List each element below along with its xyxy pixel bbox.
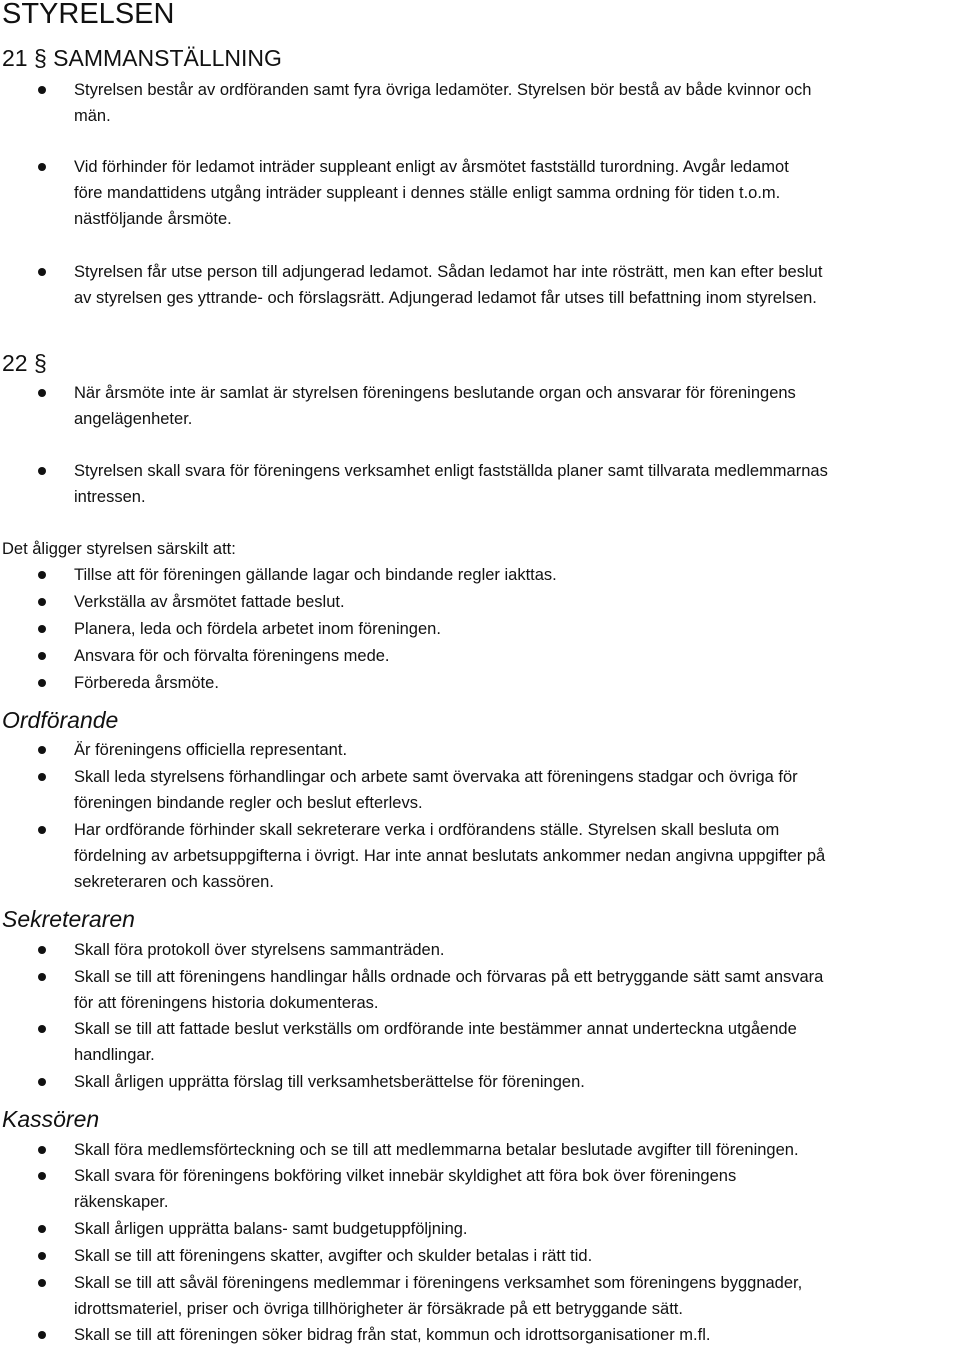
list-item: Skall se till att fattade beslut verkställs om ordförande inte bestämmer annat underteckna utgående handlingar.	[74, 1016, 960, 1068]
list-item: Skall se till att föreningen söker bidrag från stat, kommun och idrottsorganisationer m.fl.	[74, 1322, 960, 1348]
sekreteraren-heading: Sekreteraren	[2, 906, 135, 932]
list-item: Skall se till att föreningens skatter, avgifter och skulder betalas i rätt tid.	[74, 1243, 960, 1269]
bullet-icon	[38, 679, 46, 687]
kassoren-heading: Kassören	[2, 1106, 100, 1132]
list-item: Skall årligen upprätta balans- samt budgetuppföljning.	[74, 1216, 960, 1242]
section-22-heading: 22 §	[2, 350, 47, 376]
bullet-icon	[38, 467, 46, 475]
bullet-icon	[38, 268, 46, 276]
bullet-icon	[38, 973, 46, 981]
list-item: Skall se till att såväl föreningens medlemmar i föreningens verksamhet som föreningens byggnader, idrottsmateriel, priser och övriga tillhörigheter är försäkrade på ett betryggande sätt.	[74, 1270, 960, 1322]
list-item: Skall se till att föreningens handlingar hålls ordnade och förvaras på ett betryggande sätt samt ansvara för att föreningens historia dokumenteras.	[74, 964, 960, 1016]
list-item: Styrelsen består av ordföranden samt fyra övriga ledamöter. Styrelsen bör bestå av både kvinnor och män.	[74, 77, 960, 129]
section-21-heading: 21 § SAMMANSTÄLLNING	[2, 45, 282, 71]
list-item: Tillse att för föreningen gällande lagar och bindande regler iakttas.	[74, 562, 960, 588]
page-title: STYRELSEN	[2, 0, 175, 30]
list-item: Har ordförande förhinder skall sekreterare verka i ordförandens ställe. Styrelsen skall besluta om fördelning av arbetsuppgifterna i övrigt. Har inte annat beslutats ankommer nedan angivna uppgifter på sekreteraren och kassören.	[74, 817, 960, 895]
list-item: Skall leda styrelsens förhandlingar och arbete samt övervaka att föreningens stadgar och övriga för föreningen bindande regler och beslut efterlevs.	[74, 764, 960, 816]
bullet-icon	[38, 1331, 46, 1339]
bullet-icon	[38, 1172, 46, 1180]
bullet-icon	[38, 773, 46, 781]
list-item: Förbereda årsmöte.	[74, 670, 960, 696]
bullet-icon	[38, 598, 46, 606]
list-item: När årsmöte inte är samlat är styrelsen föreningens beslutande organ och ansvarar för föreningens angelägenheter.	[74, 380, 960, 432]
list-item: Styrelsen får utse person till adjungerad ledamot. Sådan ledamot har inte rösträtt, men kan efter beslut av styrelsen ges yttrande- och förslagsrätt. Adjungerad ledamot får utses till befattning inom styrelsen.	[74, 259, 960, 311]
bullet-icon	[38, 1225, 46, 1233]
list-item: Vid förhinder för ledamot inträder suppleant enligt av årsmötet fastställd turordning. Avgår ledamot före mandattidens utgång inträder suppleant i dennes ställe enligt samma ordning för tiden t.o.m. nästföljande årsmöte.	[74, 154, 960, 232]
list-item: Är föreningens officiella representant.	[74, 737, 960, 763]
bullet-icon	[38, 163, 46, 171]
bullet-icon	[38, 1146, 46, 1154]
list-item: Skall årligen upprätta förslag till verksamhetsberättelse för föreningen.	[74, 1069, 960, 1095]
bullet-icon	[38, 1025, 46, 1033]
bullet-icon	[38, 625, 46, 633]
duties-intro: Det åligger styrelsen särskilt att:	[2, 540, 236, 558]
bullet-icon	[38, 1279, 46, 1287]
bullet-icon	[38, 86, 46, 94]
list-item: Verkställa av årsmötet fattade beslut.	[74, 589, 960, 615]
ordforande-heading: Ordförande	[2, 707, 119, 733]
list-item: Skall svara för föreningens bokföring vilket innebär skyldighet att föra bok över föreningens räkenskaper.	[74, 1163, 960, 1215]
list-item: Ansvara för och förvalta föreningens mede.	[74, 643, 960, 669]
list-item: Skall föra medlemsförteckning och se till att medlemmarna betalar beslutade avgifter till föreningen.	[74, 1137, 960, 1163]
bullet-icon	[38, 946, 46, 954]
list-item: Styrelsen skall svara för föreningens verksamhet enligt fastställda planer samt tillvarata medlemmarnas intressen.	[74, 458, 960, 510]
bullet-icon	[38, 1078, 46, 1086]
bullet-icon	[38, 389, 46, 397]
bullet-icon	[38, 826, 46, 834]
bullet-icon	[38, 571, 46, 579]
list-item: Planera, leda och fördela arbetet inom föreningen.	[74, 616, 960, 642]
bullet-icon	[38, 652, 46, 660]
bullet-icon	[38, 746, 46, 754]
list-item: Skall föra protokoll över styrelsens sammanträden.	[74, 937, 960, 963]
bullet-icon	[38, 1252, 46, 1260]
